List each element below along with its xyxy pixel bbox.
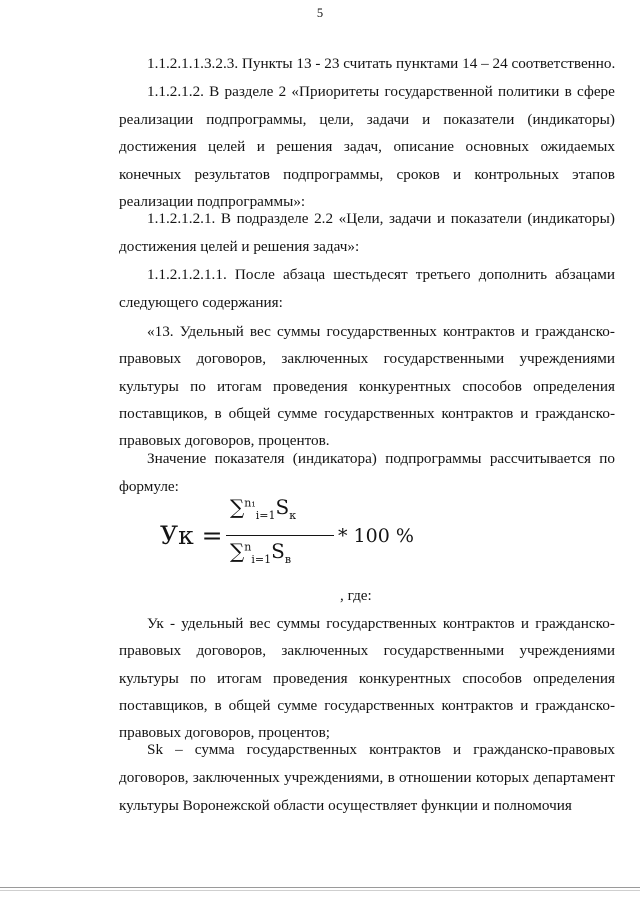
word: разделе xyxy=(224,83,274,100)
word: 2.2 xyxy=(314,210,334,227)
word: по xyxy=(599,450,615,467)
word: заключенных xyxy=(281,350,369,368)
word: контрактов xyxy=(369,741,441,758)
paragraph-line xyxy=(119,349,615,369)
word: подпрограммы, xyxy=(283,165,384,183)
word: задачи xyxy=(366,110,410,128)
word: гражданско- xyxy=(535,323,615,340)
word: гражданско-правовых xyxy=(473,741,615,758)
word: После xyxy=(234,266,275,283)
word: рассчитывается xyxy=(489,450,591,467)
word: в xyxy=(387,769,395,786)
word: общей xyxy=(228,696,271,714)
paragraph-line xyxy=(119,641,615,661)
word: решения xyxy=(276,138,333,155)
paragraph-line: следующего содержания: xyxy=(119,293,283,311)
word: показатели xyxy=(443,110,515,128)
word: контрактов xyxy=(443,323,515,340)
word: договоров, xyxy=(196,350,267,368)
paragraph-line xyxy=(119,404,615,424)
word: удельный xyxy=(181,615,244,632)
paragraph-line xyxy=(119,669,615,689)
paragraph-line: правовых договоров, процентов. xyxy=(119,432,330,450)
word: Sk xyxy=(147,741,164,758)
word: политики xyxy=(497,83,560,100)
word: государственной xyxy=(384,83,493,100)
word: Ук xyxy=(147,615,164,632)
word: абзаца xyxy=(283,266,326,283)
word: реализации xyxy=(119,110,194,128)
formula-multiplier: * 100 % xyxy=(338,525,414,547)
word: отношении xyxy=(398,769,472,786)
word: и xyxy=(520,615,530,632)
word: и xyxy=(436,210,446,227)
paragraph-line xyxy=(147,740,615,760)
word: контрактов xyxy=(442,615,515,632)
word: (индикаторы) xyxy=(527,110,615,128)
word: в xyxy=(214,404,222,422)
formula-fraction xyxy=(226,493,336,577)
word: и xyxy=(256,138,265,155)
word: целей xyxy=(207,138,246,155)
word: способов xyxy=(462,669,522,687)
word: заключенных xyxy=(281,642,369,660)
word: описание xyxy=(393,138,454,155)
word: достижения xyxy=(119,138,197,155)
word: «Приоритеты xyxy=(291,83,380,100)
paragraph-line xyxy=(147,265,615,285)
word: и xyxy=(422,110,431,128)
word: и xyxy=(521,323,530,340)
word: конкурентных xyxy=(358,669,451,687)
word: цели, xyxy=(319,110,354,128)
word: поставщиков, xyxy=(119,404,208,422)
word: государственными xyxy=(383,642,505,660)
word: задач, xyxy=(343,138,382,155)
word: конкурентных xyxy=(358,377,451,395)
word: учреждениями xyxy=(519,350,615,368)
word: (индикатора) xyxy=(292,450,377,467)
word: ожидаемых xyxy=(540,138,615,155)
word: департамент xyxy=(533,769,615,786)
word: по xyxy=(190,669,206,687)
word: правовых xyxy=(119,350,182,368)
paragraph-line: достижения целей и решения задач»: xyxy=(119,237,360,255)
paragraph-line xyxy=(119,768,615,788)
word: В xyxy=(220,210,232,227)
word: гражданско- xyxy=(535,615,615,632)
paragraph-line xyxy=(119,377,615,397)
word: и xyxy=(520,404,529,422)
word: гражданско- xyxy=(535,696,615,714)
word: 1.1.2.1.2.1. xyxy=(147,210,216,227)
word: (индикаторы) xyxy=(527,210,615,227)
paragraph-line xyxy=(147,82,615,102)
word: Значение xyxy=(147,450,207,467)
footer-rule xyxy=(0,887,640,888)
paragraph-line xyxy=(147,449,615,469)
word: культуры xyxy=(119,669,179,687)
word: культуры xyxy=(119,377,179,395)
word: контрактов xyxy=(441,404,514,422)
paragraph-line: формуле: xyxy=(119,477,179,495)
word: учреждениями, xyxy=(284,769,384,786)
word: контрактов xyxy=(441,696,514,714)
word: государственных xyxy=(324,404,435,422)
word: сроков xyxy=(396,165,440,183)
word: третьего xyxy=(415,266,471,283)
formula-lhs: Ук = xyxy=(160,521,223,550)
fraction-bar xyxy=(226,535,334,536)
word: государственными xyxy=(383,350,505,368)
word: – xyxy=(175,741,183,758)
word: сумме xyxy=(277,696,318,714)
word: «Цели, xyxy=(338,210,384,227)
word: суммы xyxy=(276,615,321,632)
word: сумма xyxy=(194,741,235,758)
word: 2 xyxy=(278,83,287,100)
word: в xyxy=(564,83,572,100)
formula-numerator: $\sum^{n_1}_{i=1}S_к$ xyxy=(230,495,297,522)
word: договоров, xyxy=(196,642,267,660)
word: вес xyxy=(249,323,271,340)
word: государственных xyxy=(324,696,435,714)
word: проведения xyxy=(273,669,348,687)
paragraph-line: правовых договоров, процентов; xyxy=(119,724,331,742)
paragraph-line xyxy=(119,110,615,130)
formula-suffix: , где: xyxy=(340,587,372,604)
word: по xyxy=(190,377,206,395)
word: «13. xyxy=(147,323,174,340)
word: правовых xyxy=(119,642,182,660)
footer-rule-secondary xyxy=(0,890,640,891)
word: поставщиков, xyxy=(119,696,208,714)
word: которых xyxy=(475,769,530,786)
paragraph-line xyxy=(147,614,615,634)
word: определения xyxy=(533,669,615,687)
word: договоров, xyxy=(119,769,189,786)
word: 1.1.2.1.2. xyxy=(147,83,204,100)
word: основных xyxy=(465,138,529,155)
word: шестьдесят xyxy=(333,266,408,283)
word: общей xyxy=(228,404,271,422)
word: вес xyxy=(249,615,271,632)
word: результатов xyxy=(194,165,270,183)
word: конечных xyxy=(119,165,182,183)
word: задачи xyxy=(389,210,432,227)
word: подпрограммы xyxy=(385,450,482,467)
paragraph-line: реализации подпрограммы»: xyxy=(119,193,306,210)
word: контрольных xyxy=(474,165,559,183)
word: способов xyxy=(462,377,522,395)
paragraph-line xyxy=(147,209,615,229)
word: учреждениями xyxy=(519,642,615,660)
paragraph-line xyxy=(119,696,615,716)
word: подразделе xyxy=(236,210,309,227)
word: дополнить xyxy=(478,266,548,283)
word: государственных xyxy=(326,615,437,632)
word: итогам xyxy=(217,669,262,687)
word: итогам xyxy=(217,377,262,395)
word: и xyxy=(453,165,462,183)
word: подпрограммы, xyxy=(206,110,307,128)
word: этапов xyxy=(572,165,615,183)
page-number: 5 xyxy=(316,6,324,20)
paragraph-line: 1.1.2.1.1.3.2.3. Пункты 13 - 23 считать пунктами 14 – 24 соответственно. xyxy=(147,55,616,72)
word: заключенных xyxy=(192,769,280,786)
word: гражданско- xyxy=(535,404,615,422)
word: сумме xyxy=(277,404,318,422)
word: проведения xyxy=(273,377,348,395)
word: государственных xyxy=(246,741,357,758)
word: определения xyxy=(533,377,615,395)
formula-denominator: $\sum^n_{i=1}S_в$ xyxy=(230,539,292,566)
word: В xyxy=(209,83,220,100)
word: суммы xyxy=(277,323,321,340)
word: и xyxy=(520,696,529,714)
word: в xyxy=(214,696,222,714)
word: показателя xyxy=(214,450,285,467)
word: показатели xyxy=(450,210,522,227)
paragraph-line xyxy=(119,137,615,157)
paragraph-line: культуры Воронежской области осуществляет функции и полномочия xyxy=(119,797,572,814)
word: и xyxy=(453,741,462,758)
formula xyxy=(160,488,414,578)
paragraph-line xyxy=(119,165,615,185)
word: абзацами xyxy=(555,266,615,283)
word: государственных xyxy=(326,323,437,340)
word: сфере xyxy=(577,83,615,100)
word: - xyxy=(170,615,176,632)
paragraph-line xyxy=(147,322,615,342)
word: 1.1.2.1.2.1.1. xyxy=(147,266,227,283)
word: Удельный xyxy=(179,323,244,340)
